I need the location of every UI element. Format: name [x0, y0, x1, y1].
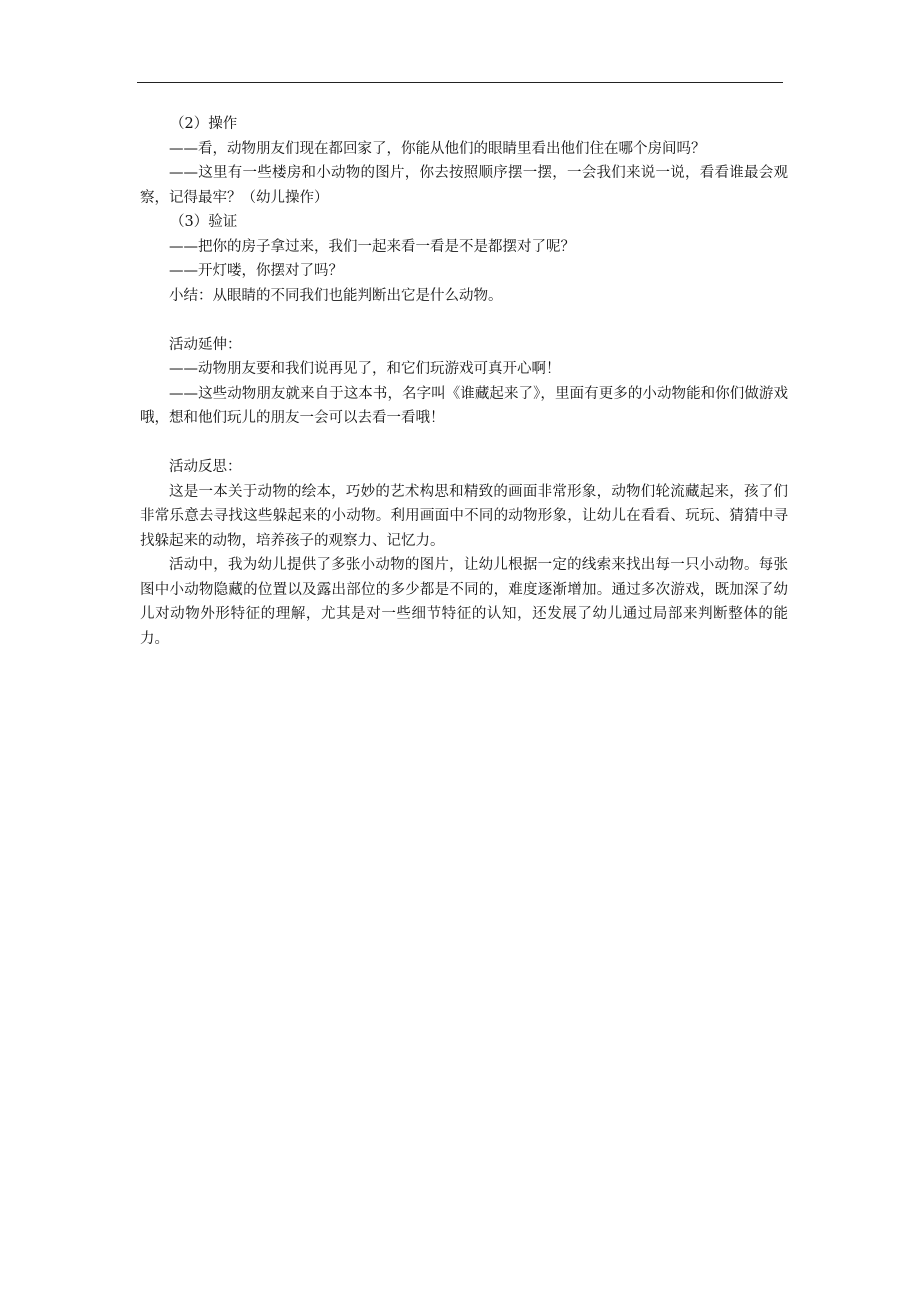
verify-line-1: ——把你的房子拿过来，我们一起来看一看是不是都摆对了呢？	[169, 238, 575, 255]
reflection-paragraph-2: 活动中，我为幼儿提供了多张小动物的图片，让幼儿根据一定的线索来找出每一只小动物。每张图中小动物隐藏的位置以及露出部位的多少都是不同的，难度逐渐增加。通过多次游戏，既加深了幼儿对动物外形特征的理解，尤其是对一些细节特征的认知，还发展了幼儿通过局部来判断整体的能力。	[140, 557, 788, 647]
section-heading-extension: 活动延伸：	[169, 336, 242, 353]
extension-line-2: ——这些动物朋友就来自于这本书，名字叫《谁藏起来了》，里面有更多的小动物能和你们做游戏哦，想和他们玩儿的朋友一会可以去看一看哦！	[140, 385, 788, 426]
operate-line-1: ——看，动物朋友们现在都回家了，你能从他们的眼睛里看出他们住在哪个房间吗？	[169, 140, 706, 157]
verify-line-2: ——开灯喽，你摆对了吗？	[169, 263, 343, 279]
section-heading-verify: （3）验证	[170, 214, 238, 230]
document-body	[140, 112, 788, 651]
spacer	[140, 431, 788, 456]
section-heading-reflection: 活动反思：	[169, 459, 242, 475]
spacer	[140, 308, 788, 333]
reflection-paragraph-1: 这是一本关于动物的绘本，巧妙的艺术构思和精致的画面非常形象，动物们轮流藏起来，孩了们非常乐意去寻找这些躲起来的小动物。利用画面中不同的动物形象，让幼儿在看看、玩玩、猜猜中寻找躲起来的动物，培养孩子的观察力、记忆力。	[140, 483, 788, 549]
extension-line-1: ——动物朋友要和我们说再见了，和它们玩游戏可真开心啊！	[169, 361, 561, 377]
header-rule	[137, 82, 783, 83]
verify-summary: 小结：从眼睛的不同我们也能判断出它是什么动物。	[169, 287, 503, 304]
section-heading-operate: （2）操作	[170, 116, 238, 132]
operate-line-2: ——这里有一些楼房和小动物的图片，你去按照顺序摆一摆，一会我们来说一说，看看谁最会观察，记得最牢？（幼儿操作）	[140, 165, 788, 206]
